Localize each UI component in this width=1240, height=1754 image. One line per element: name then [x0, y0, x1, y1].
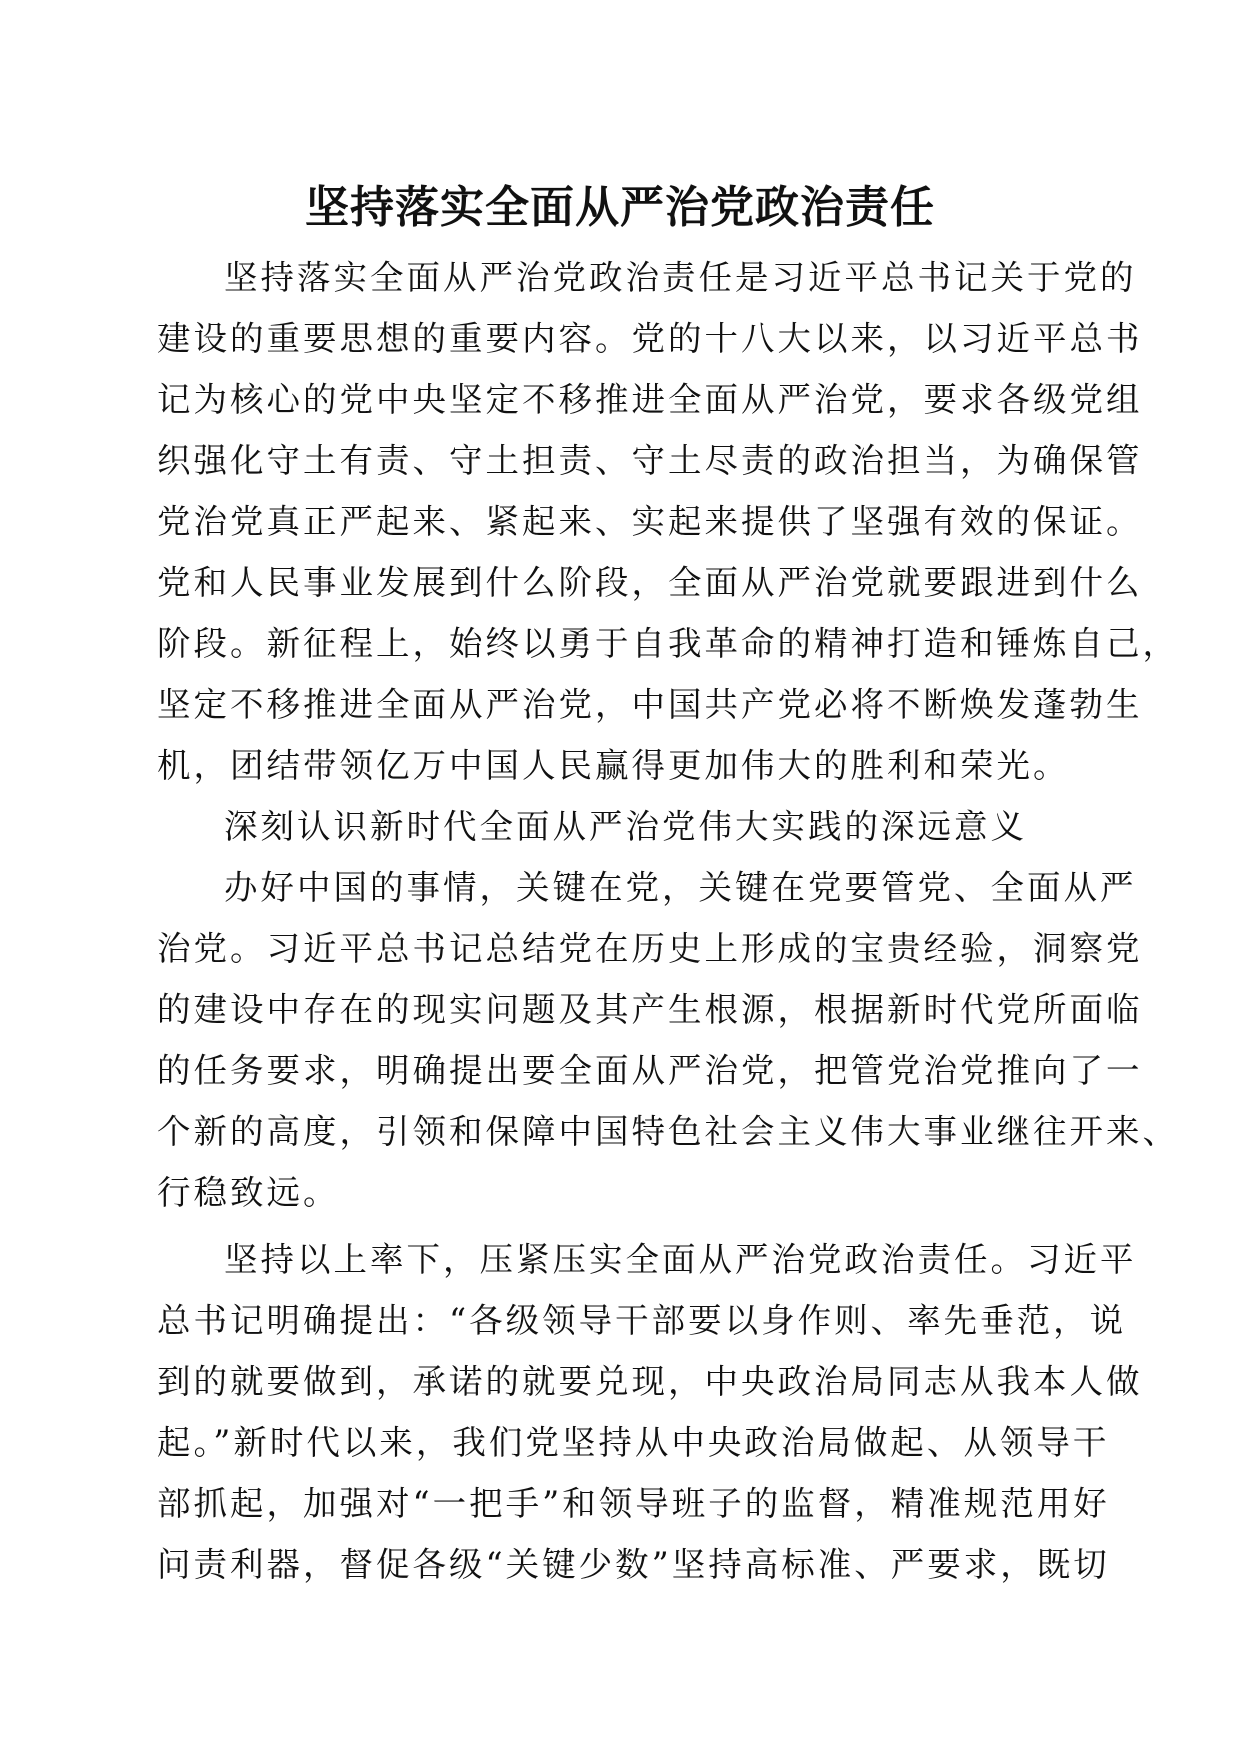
- paragraph-1-line-7: 阶段。新征程上，始终以勇于自我革命的精神打造和锤炼自己，: [157, 624, 1179, 663]
- paragraph-1-line-8: 坚定不移推进全面从严治党，中国共产党必将不断焕发蓬勃生: [157, 685, 1143, 724]
- paragraph-3-line-5: 部抓起，加强对“一把手”和领导班子的监督，精准规范用好: [157, 1484, 1110, 1523]
- paragraph-2-line-2: 治党。习近平总书记总结党在历史上形成的宝贵经验，洞察党: [157, 929, 1143, 968]
- paragraph-1-line-3: 记为核心的党中央坚定不移推进全面从严治党，要求各级党组: [157, 380, 1143, 419]
- paragraph-1-line-1: 坚持落实全面从严治党政治责任是习近平总书记关于党的: [224, 258, 1137, 297]
- paragraph-2-line-4: 的任务要求，明确提出要全面从严治党，把管党治党推向了一: [157, 1051, 1143, 1090]
- paragraph-3-line-3: 到的就要做到，承诺的就要兑现，中央政治局同志从我本人做: [157, 1362, 1143, 1401]
- paragraph-1-line-5: 党治党真正严起来、紧起来、实起来提供了坚强有效的保证。: [157, 502, 1143, 541]
- paragraph-3-line-4: 起。”新时代以来，我们党坚持从中央政治局做起、从领导干: [157, 1423, 1110, 1462]
- paragraph-1-line-4: 织强化守土有责、守土担责、守土尽责的政治担当，为确保管: [157, 441, 1143, 480]
- paragraph-3-line-2: 总书记明确提出：“各级领导干部要以身作则、率先垂范，说: [157, 1301, 1127, 1340]
- paragraph-1-line-2: 建设的重要思想的重要内容。党的十八大以来，以习近平总书: [157, 319, 1143, 358]
- paragraph-1-line-6: 党和人民事业发展到什么阶段，全面从严治党就要跟进到什么: [157, 563, 1143, 602]
- section-heading: 深刻认识新时代全面从严治党伟大实践的深远意义: [224, 807, 1027, 846]
- paragraph-2-line-3: 的建设中存在的现实问题及其产生根源，根据新时代党所面临: [157, 990, 1143, 1029]
- paragraph-3-line-1: 坚持以上率下，压紧压实全面从严治党政治责任。习近平: [224, 1240, 1137, 1279]
- paragraph-2-line-1: 办好中国的事情，关键在党，关键在党要管党、全面从严: [224, 868, 1137, 907]
- document-title: 坚持落实全面从严治党政治责任: [305, 182, 935, 233]
- paragraph-2-line-6: 行稳致远。: [157, 1173, 340, 1212]
- paragraph-3-line-6: 问责利器，督促各级“关键少数”坚持高标准、严要求，既切: [157, 1545, 1110, 1584]
- document-body: [157, 247, 1179, 1595]
- paragraph-2-line-5: 个新的高度，引领和保障中国特色社会主义伟大事业继往开来、: [157, 1112, 1179, 1151]
- paragraph-1-line-9: 机，团结带领亿万中国人民赢得更加伟大的胜利和荣光。: [157, 746, 1070, 785]
